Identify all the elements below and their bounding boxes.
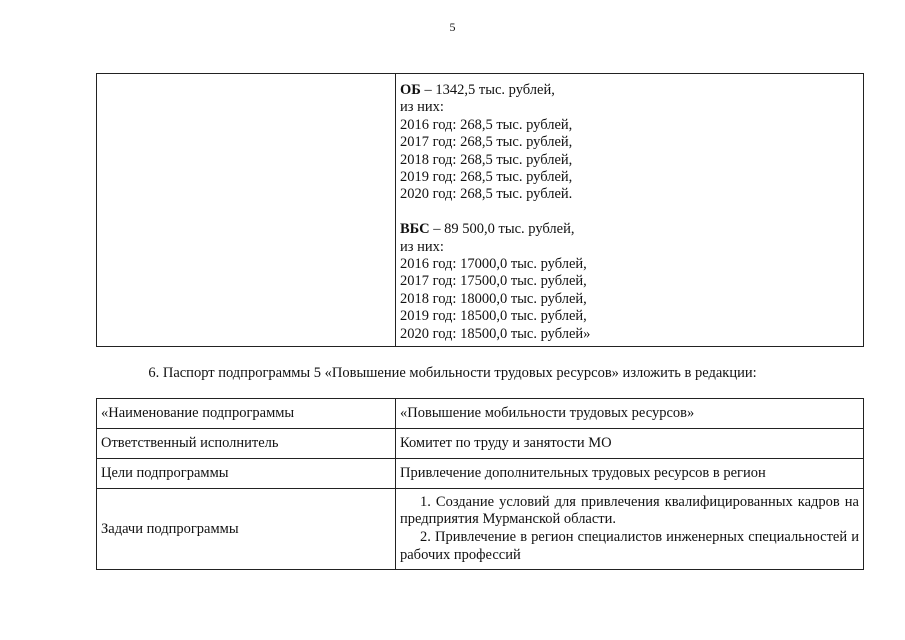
row-label: «Наименование подпрограммы [97,399,396,429]
funding-table [96,73,864,347]
row-value: Комитет по труду и занятости МО [396,429,864,459]
ob-year-2018: 2018 год: 268,5 тыс. рублей, [400,151,573,168]
task-item: 2. Привлечение в регион специалистов инженерных специальностей и рабочих профессий [400,529,859,563]
passport-table [96,398,864,570]
row-value: «Повышение мобильности трудовых ресурсов» [396,399,864,429]
vbs-year-2020: 2020 год: 18500,0 тыс. рублей» [400,325,591,342]
ob-of-which: из них: [400,99,444,116]
funding-values-cell [396,74,864,347]
tasks-cell [396,489,864,570]
table-row [97,459,864,489]
vbs-total: – 89 500,0 тыс. рублей, [429,221,575,238]
instruction-paragraph: 6. Паспорт подпрограммы 5 «Повышение мобильности трудовых ресурсов» изложить в редакции: [148,365,757,381]
vbs-total-line [400,221,859,238]
ob-label: ОБ [400,82,421,98]
ob-total-line [400,82,859,99]
spacer [400,204,859,221]
ob-year-2020: 2020 год: 268,5 тыс. рублей. [400,186,573,203]
vbs-year-2017: 2017 год: 17500,0 тыс. рублей, [400,273,587,290]
task-item: 1. Создание условий для привлечения квалифицированных кадров на предприятия Мурманской области. [400,493,859,528]
vbs-label: ВБС [400,221,430,238]
vbs-year-2019: 2019 год: 18500,0 тыс. рублей, [400,308,587,325]
funding-empty-cell [97,74,396,347]
ob-year-2019: 2019 год: 268,5 тыс. рублей, [400,169,573,186]
vbs-of-which: из них: [400,238,444,255]
table-row [97,489,864,570]
row-label: Цели подпрограммы [97,459,396,489]
page-number: 5 [449,20,456,34]
vbs-year-2018: 2018 год: 18000,0 тыс. рублей, [400,290,587,307]
ob-year-2017: 2017 год: 268,5 тыс. рублей, [400,134,573,151]
ob-total: – 1342,5 тыс. рублей, [420,82,555,98]
funding-row [97,74,864,347]
vbs-year-2016: 2016 год: 17000,0 тыс. рублей, [400,256,587,273]
table-row [97,399,864,429]
row-value: Привлечение дополнительных трудовых ресурсов в регион [396,459,864,489]
ob-year-2016: 2016 год: 268,5 тыс. рублей, [400,116,573,133]
table-row [97,429,864,459]
row-label: Задачи подпрограммы [97,489,396,570]
row-label: Ответственный исполнитель [97,429,396,459]
